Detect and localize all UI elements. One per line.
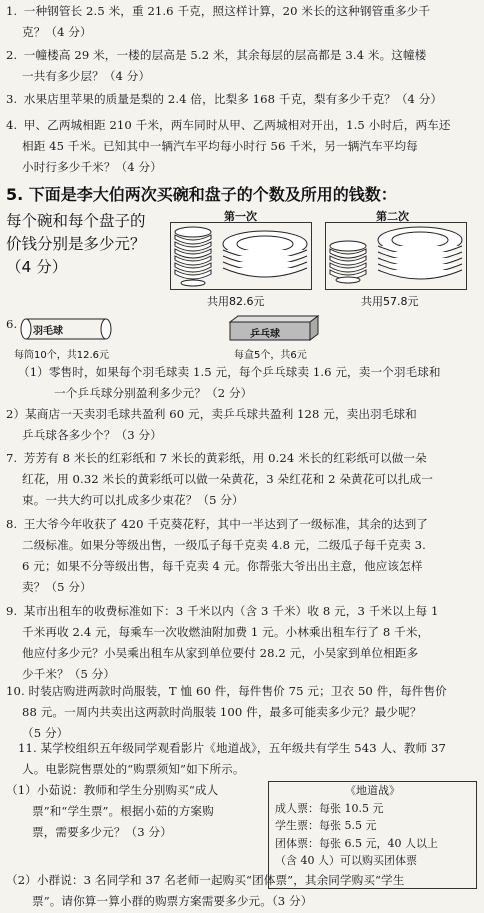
ticket-notice-row: 团体票：每张 6.5 元，40 人以上 bbox=[275, 836, 438, 850]
question-6-number: 6. bbox=[6, 317, 18, 331]
question-text: 一个乒乓球分别盈利多少元？（2 分） bbox=[54, 386, 253, 400]
pingpong-label: 乒乓球 bbox=[250, 329, 280, 340]
question-number: 1. bbox=[6, 4, 18, 18]
question-text: 某市出租车的收费标准如下：3 千米以内（含 3 千米）收 8 元，3 千米以上每 1 bbox=[23, 604, 439, 618]
question-number: 7. bbox=[6, 451, 18, 465]
question-text: 卖？（5 分） bbox=[22, 580, 92, 594]
ticket-notice-row: 成人票：每张 10.5 元 bbox=[275, 801, 384, 815]
first-purchase-total: 共用82.6元 bbox=[207, 295, 265, 308]
plate-stack-icon bbox=[223, 231, 307, 277]
question-10 bbox=[6, 681, 476, 744]
bowl-stack-icon bbox=[330, 241, 366, 283]
question-text: 票，需要多少元？（3 分） bbox=[32, 825, 172, 839]
question-text: 小时行多少千米？（4 分） bbox=[22, 160, 162, 174]
question-text: 人。电影院售票处的“购票须知”如下所示。 bbox=[22, 762, 245, 776]
bowl-stack-icon bbox=[175, 227, 211, 286]
ticket-notice-row: 学生票：每张 5.5 元 bbox=[275, 819, 377, 832]
question-text: 红花，用 0.32 米长的黄彩纸可以做一朵黄花，3 朵红花和 2 朵黄花可以扎成一 bbox=[22, 472, 433, 486]
ticket-notice-title: 《地道战》 bbox=[345, 784, 400, 797]
question-2 bbox=[6, 45, 476, 87]
question-number: 10. bbox=[6, 684, 25, 698]
question-6-sub-2 bbox=[6, 404, 476, 446]
question-text: 他应付多少元？小吴乘出租车从家到单位要付 28.2 元，小吴家到单位相距多 bbox=[22, 646, 419, 660]
pingpong-price: 每盒5个，共6元 bbox=[234, 350, 307, 361]
question-text: 6 元；如果不分等级出售，每千克卖 4 元。你帮张大爷出出主意，他应该怎样 bbox=[22, 559, 423, 573]
question-text: 乒乓球各多少个？（3 分） bbox=[22, 428, 162, 442]
question-text: （2）小群说：3 名同学和 37 名老师一起购买“团体票”，其余同学购买“学生 bbox=[6, 873, 405, 887]
question-1 bbox=[6, 1, 476, 43]
question-11-sub-2 bbox=[6, 870, 476, 912]
question-11 bbox=[6, 738, 476, 780]
question-text: 票”和“学生票”。根据小茹的方案购 bbox=[32, 804, 214, 818]
question-text: 票”。请你算一算小群的购票方案需要多少元。（3 分） bbox=[32, 894, 313, 908]
question-text: （1）小茹说：教师和学生分别购买“成人 bbox=[6, 783, 219, 797]
question-5-title: 5. 下面是李大伯两次买碗和盘子的个数及所用的钱数： bbox=[6, 185, 397, 204]
second-purchase-label: 第二次 bbox=[376, 210, 409, 223]
question-text: 一幢楼高 29 米，一楼的层高是 5.2 米，其余每层的层高都是 3.4 米。这幢楼 bbox=[23, 48, 427, 62]
question-text: 一种钢管长 2.5 米，重 21.6 千克，照这样计算，20 米长的这种钢管重多少千 bbox=[23, 4, 431, 18]
question-text: 千米再收 2.4 元，每乘车一次收燃油附加费 1 元。小林乘出租车行了 8 千米， bbox=[22, 625, 430, 639]
question-5-text: 每个碗和每个盘子的 bbox=[6, 212, 146, 230]
question-7 bbox=[6, 448, 476, 511]
question-text: 束。一共大约可以扎成多少束花？（5 分） bbox=[22, 493, 244, 507]
question-number: 4. bbox=[6, 118, 18, 132]
question-11-sub-1 bbox=[6, 780, 268, 843]
question-5-text: 价钱分别是多少元？ bbox=[6, 235, 146, 253]
shuttlecock-price: 每筒10个，共12.6元 bbox=[14, 350, 109, 361]
question-text: 甲、乙两城相距 210 千米，两车同时从甲、乙两城相对开出，1.5 小时后，两车还 bbox=[23, 118, 451, 132]
question-text: 芳芳有 8 米长的红彩纸和 7 米长的黄彩纸，用 0.24 米长的红彩纸可以做一朵 bbox=[23, 451, 427, 465]
question-number: 8. bbox=[6, 517, 18, 531]
question-3 bbox=[6, 89, 476, 110]
question-9 bbox=[6, 601, 476, 685]
question-text: 一共有多少层？（4 分） bbox=[22, 69, 151, 83]
ticket-notice-row: （含 40 人）可以购买团体票 bbox=[275, 854, 417, 867]
question-5-points: （4 分） bbox=[6, 258, 68, 276]
first-purchase-label: 第一次 bbox=[224, 210, 257, 223]
question-6-sub-1 bbox=[6, 362, 476, 404]
first-purchase-illustration bbox=[170, 222, 312, 290]
question-text: 少千米？（5 分） bbox=[22, 667, 116, 681]
question-text: 时装店购进两款时尚服装，T 恤 60 件，每件售价 75 元；卫衣 50 件，每件售价 bbox=[28, 684, 447, 698]
question-number: 9. bbox=[6, 604, 18, 618]
shuttlecock-label: 羽毛球 bbox=[33, 326, 63, 337]
question-text: 相距 45 千米。已知其中一辆汽车平均每小时行 56 千米，另一辆汽车平均每 bbox=[22, 139, 418, 153]
question-text: 88 元。一周内共卖出这两款时尚服装 100 件，最多可能卖多少元？最少呢？ bbox=[22, 705, 422, 719]
question-number: 3. bbox=[6, 92, 18, 106]
plate-stack-icon bbox=[378, 227, 462, 279]
question-text: 2）某商店一天卖羽毛球共盈利 60 元，卖乒乓球共盈利 128 元，卖出羽毛球和 bbox=[6, 407, 417, 421]
question-8 bbox=[6, 514, 476, 598]
question-number: 2. bbox=[6, 48, 18, 62]
question-text: 某学校组织五年级同学观看影片《地道战》，五年级共有学生 543 人、教师 37 bbox=[40, 741, 446, 755]
question-text: （1）零售时，如果每个羽毛球卖 1.5 元，每个乒乓球卖 1.6 元，卖一个羽毛球和 bbox=[18, 365, 441, 379]
question-number: 11. bbox=[18, 741, 37, 755]
question-text: （5 分） bbox=[22, 726, 69, 740]
question-text: 王大爷今年收获了 420 千克葵花籽，其中一半达到了一级标准，其余的达到了 bbox=[23, 517, 428, 531]
second-purchase-illustration bbox=[325, 222, 467, 290]
question-4 bbox=[6, 115, 476, 178]
question-text: 二级标准。如果分等级出售，一级瓜子每千克卖 4.8 元，二级瓜子每千克卖 3. bbox=[22, 538, 426, 552]
second-purchase-total: 共用57.8元 bbox=[361, 295, 419, 308]
question-text: 水果店里苹果的质量是梨的 2.4 倍，比梨多 168 千克，梨有多少千克？（4 分） bbox=[23, 92, 443, 106]
question-text: 克？（4 分） bbox=[22, 25, 92, 39]
